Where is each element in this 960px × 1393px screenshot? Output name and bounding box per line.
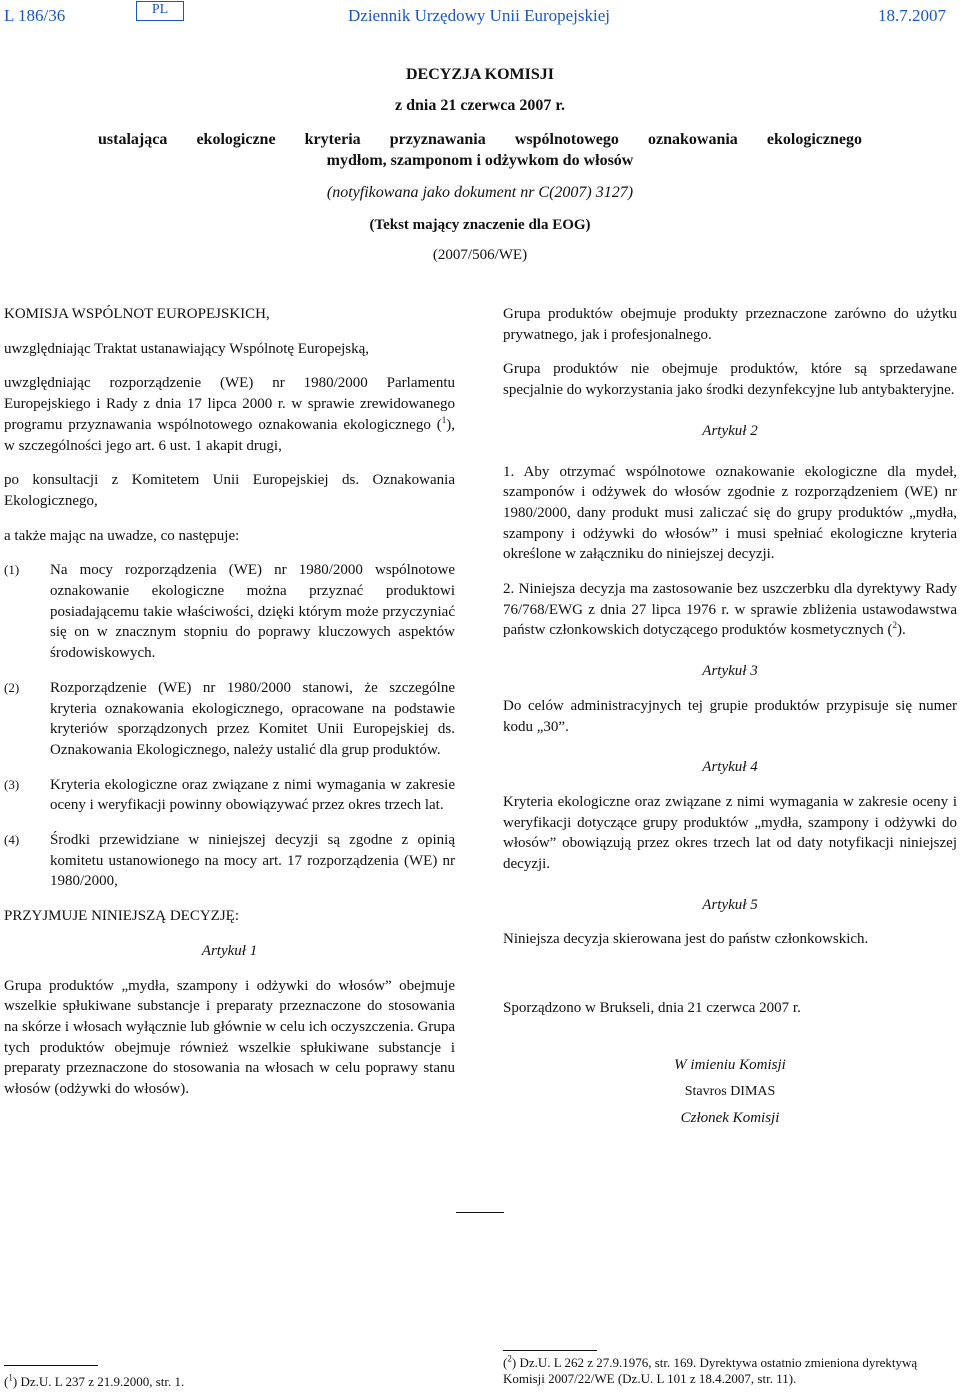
footnote-2-marker: 2 [507, 1353, 512, 1364]
recital-item-text: Rozporządzenie (WE) nr 1980/2000 stanowi, że szczególne kryteria oznakowania ekologicznego, opracowane na podstawie kryteriów sporządzonych przez Komitet Unii Europejskiej ds. Oznakowania Ekologicznego, należy ustalić dla grup produktów. [50, 679, 455, 758]
adoption-heading: PRZYJMUJE NINIEJSZĄ DECYZJĘ: [4, 908, 240, 925]
recital-regulation-text: uwzględniając rozporządzenie (WE) nr 1980/2000 Parlamentu Europejskiego i Rady z dnia 17 lipca 2000 r. w sprawie zrewidowanego programu przyznawania wspólnotowego oznakowania ekologicznego ( [4, 375, 455, 433]
article-1-scope: Grupa produktów obejmuje produkty przeznaczone zarówno do użytku prywatnego, jak i profesjonalnego. [503, 306, 957, 343]
recital-item-number: (4) [4, 832, 20, 848]
commission-heading: KOMISJA WSPÓLNOT EUROPEJSKICH, [4, 306, 270, 322]
language-badge: PL [136, 1, 184, 21]
article-1-text: Grupa produktów „mydła, szampony i odżywki do włosów” obejmuje wszelkie spłukiwane substancje i preparaty przeznaczone do stosowania na skórze i włosach wyłącznie lub głównie w celu ich oczyszczenia. Grupa tych produktów obejmuje również wszelkie spłukiwane substancje i preparaty przeznaczone do stosowania na włosach w celu poprawy stanu włosów (odżywki do włosów). [4, 977, 455, 1098]
document-title: DECYZJA KOMISJI [405, 66, 555, 83]
recital-treaty: uwzględniając Traktat ustanawiający Wspólnotę Europejską, [4, 340, 370, 357]
journal-title: Dziennik Urzędowy Unii Europejskiej [348, 6, 611, 25]
footnote-2: ($^2$) Dz.U. L 262 z 27.9.1976, str. 169. Dyrektywa ostatnio zmieniona dyrektywą Komisji 2007/22/WE (Dz.U. L 101 z 18.4.2007, str. 11). [503, 1353, 918, 1386]
document-date: z dnia 21 czerwca 2007 r. [394, 97, 566, 114]
article-2-paragraph-2-text: 2. Niniejsza decyzja ma zastosowanie bez uszczerbku dla dyrektywy Rady 76/768/EWG z dnia 27 lipca 1976 r. w sprawie zbliżenia ustawodawstwa państw członkowskich dotyczącego produktów kosmetycznych ( [503, 581, 957, 639]
document-subject-line1: ustalająca ekologiczne kryteria przyznawania wspólnotowego oznakowania ekologicznego [98, 131, 862, 148]
recital-regulation [4, 373, 455, 456]
recital-item [4, 775, 455, 816]
recital-item-number: (1) [4, 562, 20, 578]
signature-on-behalf: W imieniu Komisji [674, 1056, 786, 1073]
article-5-title: Artykuł 5 [702, 896, 758, 913]
footnote-rule-left [4, 1365, 98, 1366]
recital-consultation: po konsultacji z Komitetem Unii Europejskiej ds. Oznakowania Ekologicznego, [4, 472, 455, 509]
publication-date: 18.7.2007 [878, 6, 946, 25]
footnote-rule-right [503, 1350, 597, 1351]
notification-note: (notyfikowana jako dokument nr C(2007) 3127) [326, 184, 634, 201]
recital-item-text: Na mocy rozporządzenia (WE) nr 1980/2000 wspólnotowe oznakowanie ekologiczne można przyznać produktowi posiadającemu takie właściwości, dzięki którym może przyczyniać się on w znacznym stopniu do poprawy kluczowych aspektów środowiskowych. [50, 562, 455, 662]
article-1-exclusion: Grupa produktów nie obejmuje produktów, które są sprzedawane specjalnie do wykorzystania jako środki dezynfekcyjne lub antybakteryjne. [503, 361, 957, 399]
article-1-title: Artykuł 1 [201, 942, 258, 959]
article-2-paragraph-1: 1. Aby otrzymać wspólnotowe oznakowanie ekologiczne dla mydeł, szamponów i odżywek do włosów zgodnie z rozporządzeniem (WE) nr 1980/2000, dany produkt musi zaliczać się do grupy produktów „mydła, szampony i odżywki do włosów” i musi spełniać ekologiczne kryteria określone w załączniku do niniejszej decyzji. [503, 463, 957, 563]
recital-regulation-text-end: ), w szczególności jego art. 6 ust. 1 akapit drugi, [4, 416, 455, 454]
page-number: L 186/36 [4, 6, 66, 25]
recital-item [4, 678, 455, 761]
signatory-name: Stavros DIMAS [684, 1083, 776, 1099]
left-column [4, 304, 455, 1100]
document-number: (2007/506/WE) [432, 247, 528, 263]
article-4-title: Artykuł 4 [702, 759, 758, 776]
footnote-ref-1[interactable]: 1 [441, 414, 447, 425]
recital-item-text: Kryteria ekologiczne oraz związane z nimi wymagania w zakresie oceny i weryfikacji powinny obowiązywać przez okres trzech lat. [50, 776, 455, 814]
eea-relevance: (Tekst mający znaczenie dla EOG) [369, 217, 591, 233]
recital-item-number: (2) [4, 679, 20, 695]
footnote-ref-2[interactable]: 2 [892, 620, 897, 631]
recital-item [4, 560, 455, 664]
footnote-2-text: Dz.U. L 262 z 27.9.1976, str. 169. Dyrektywa ostatnio zmieniona dyrektywą Komisji 2007/22/WE (Dz.U. L 101 z 18.4.2007, str. 11). [503, 1355, 918, 1386]
recital-item-number: (3) [4, 776, 20, 792]
section-divider [456, 1212, 504, 1213]
recital-item [4, 830, 455, 892]
article-3-text: Do celów administracyjnych tej grupie produktów przypisuje się numer kodu „30”. [503, 697, 957, 735]
recital-whereas: a także mając na uwadze, co następuje: [4, 527, 240, 544]
right-column [503, 304, 957, 1129]
article-2-paragraph-2 [503, 579, 957, 641]
recital-item-text: Środki przewidziane w niniejszej decyzji są zgodne z opinią komitetu ustanowionego na mocy art. 17 rozporządzenia (WE) nr 1980/2000, [50, 832, 455, 890]
place-and-date: Sporządzono w Brukseli, dnia 21 czerwca 2007 r. [503, 1000, 801, 1017]
document-subject-line2: mydłom, szamponom i odżywkom do włosów [326, 152, 634, 169]
article-4-text: Kryteria ekologiczne oraz związane z nimi wymagania w zakresie oceny i weryfikacji dotyczące grupy produktów „mydła, szampony i odżywki do włosów” obowiązują przez okres trzech lat od daty notyfikacji niniejszej decyzji. [503, 793, 957, 873]
footnote-1: ($^1$) Dz.U. L 237 z 21.9.2000, str. 1. [4, 1372, 185, 1389]
article-2-title: Artykuł 2 [702, 422, 758, 439]
article-5-text: Niniejsza decyzja skierowana jest do państw członkowskich. [503, 931, 869, 948]
footnote-1-text: Dz.U. L 237 z 21.9.2000, str. 1. [20, 1374, 185, 1389]
footnote-1-marker: 1 [8, 1372, 13, 1383]
article-3-title: Artykuł 3 [702, 663, 758, 680]
signatory-role: Członek Komisji [680, 1110, 780, 1127]
article-2-paragraph-2-end: ). [896, 622, 906, 639]
